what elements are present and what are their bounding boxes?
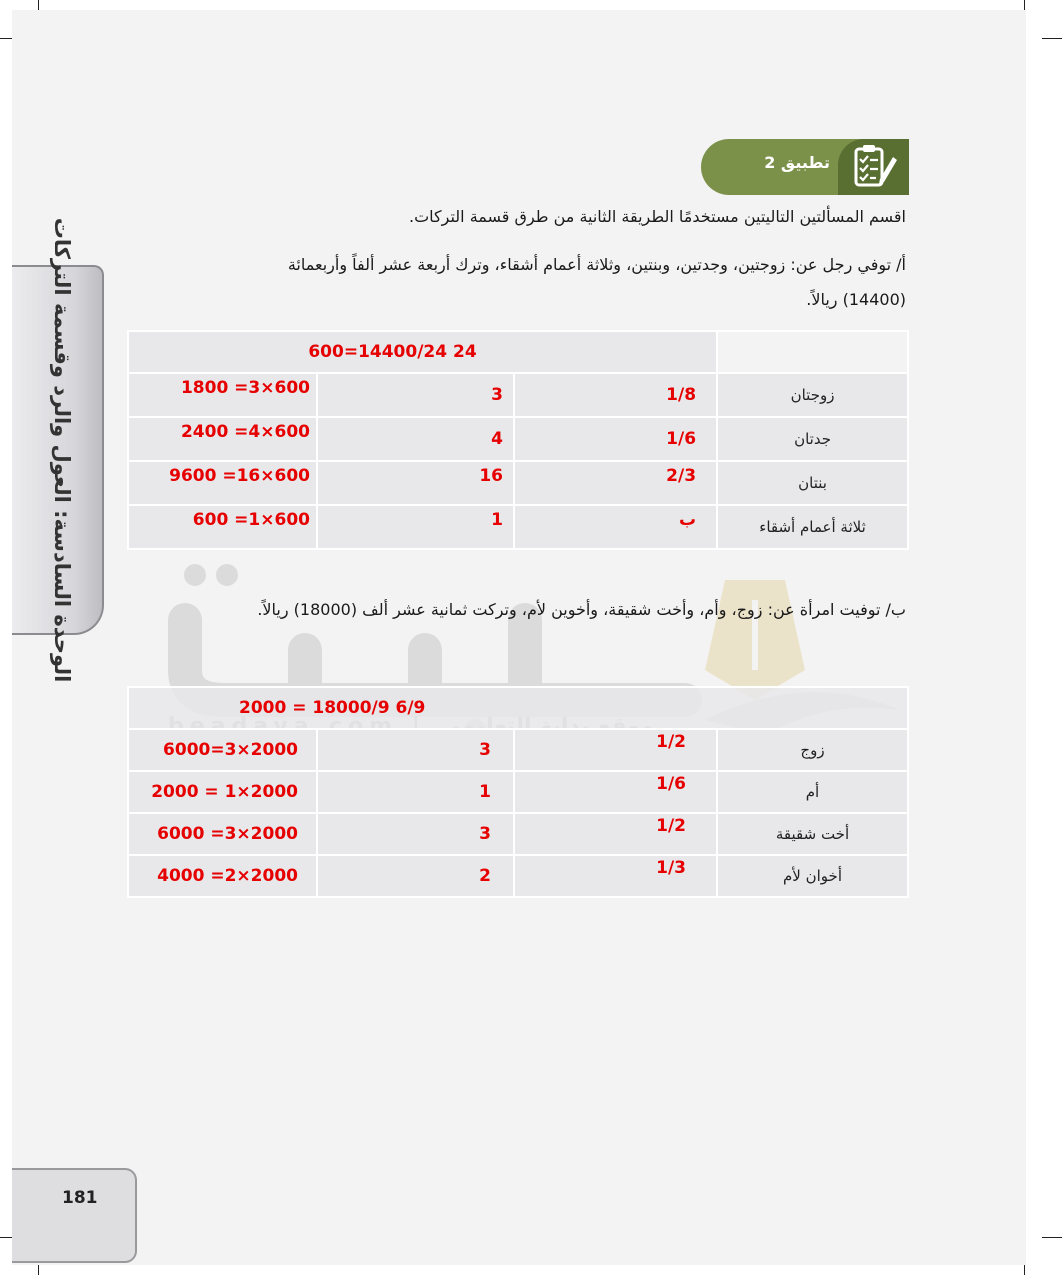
table-header-row [128, 687, 908, 729]
problem-a-text-line1: أ/ توفي رجل عن: زوجتين، وجدتين، وبنتين، وثلاثة أعمام أشقاء، وترك أربعة عشر ألفاً وأربعمائة [287, 255, 906, 274]
clipboard-checklist-icon [838, 139, 909, 195]
table-b-header: 2000 = 18000/9 6/9 [128, 687, 908, 729]
page-number-box [12, 1168, 137, 1263]
unit-title: الوحدة السادسة: العول والرد وقسمة التركات [50, 217, 74, 683]
table-row: 9600 =16×600 16 2/3 بنتان [128, 461, 908, 505]
table-row: 6000=3×2000 3 1/2 زوج [128, 729, 908, 771]
table-row: 6000 =3×2000 3 1/2 أخت شقيقة [128, 813, 908, 855]
exercise-title: تطبيق 2 [764, 153, 830, 172]
instruction-text: اقسم المسألتين التاليتين مستخدمًا الطريقة الثانية من طرق قسمة التركات. [409, 207, 906, 226]
table-problem-a [127, 330, 909, 550]
table-problem-b [127, 686, 909, 898]
page-number: 181 [62, 1188, 98, 1208]
table-header-row [128, 331, 908, 373]
header-icon-box [838, 139, 909, 195]
problem-b-text: ب/ توفيت امرأة عن: زوج، وأم، وأخت شقيقة، وأخوين لأم، وتركت ثمانية عشر ألف (18000) ريالاً. [257, 600, 906, 619]
table-a-header: 600=14400/24 24 [128, 331, 717, 373]
table-row: 2000 = 1×2000 1 1/6 أم [128, 771, 908, 813]
table-row: 4000 =2×2000 2 1/3 أخوان لأم [128, 855, 908, 897]
problem-a-text-line2: (14400) ريالاً. [806, 290, 906, 309]
table-row: 2400 =4×600 4 1/6 جدتان [128, 417, 908, 461]
table-row: 600 =1×600 1 ب ثلاثة أعمام أشقاء [128, 505, 908, 549]
table-row: 1800 =3×600 3 1/8 زوجتان [128, 373, 908, 417]
